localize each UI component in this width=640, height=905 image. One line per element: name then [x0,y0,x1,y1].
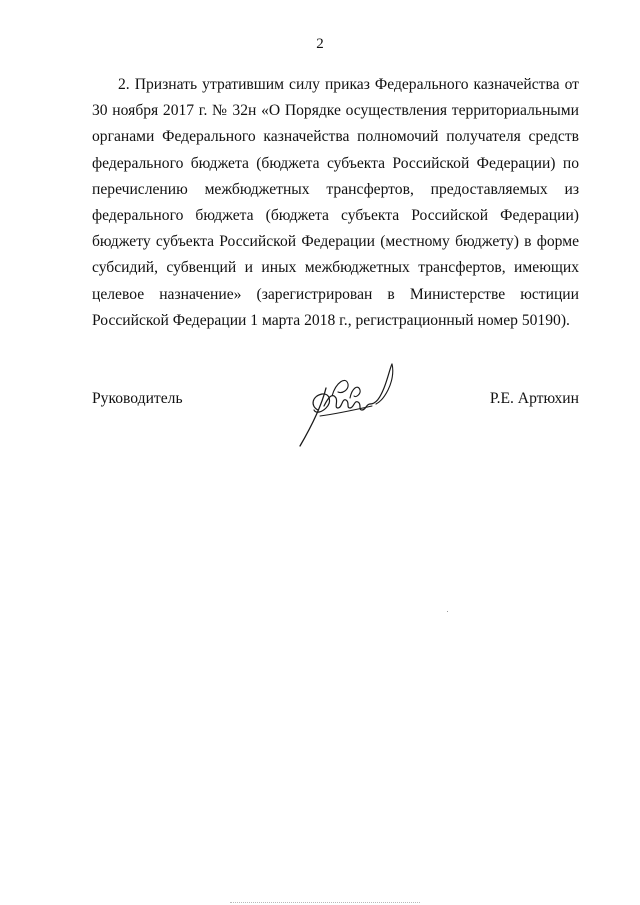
signer-title: Руководитель [92,390,183,407]
page-number: 2 [316,36,324,52]
scan-edge [230,902,420,904]
paragraph-repeal-order: 2. Признать утратившим силу приказ Федерального казначейства от 30 ноября 2017 г. № 32н «О Порядке осуществления территориальными органами Федерального казначейства полномочий получателя средств федерального бюджета (бюджета субъекта Российской Федерации) по перечислению межбюджетных трансфертов, предоставляемых из федерального бюджета (бюджета субъекта Российской Федерации) бюджету субъекта Российской Федерации (местному бюджету) в форме субсидий, субвенций и иных межбюджетных трансфертов, имеющих целевое назначение» (зарегистрирован в Министерстве юстиции Российской Федерации 1 марта 2018 г., регистрационный номер 50190). [92,76,579,329]
handwritten-signature-icon [292,358,408,450]
scan-speck [447,611,448,612]
signer-name: Р.Е. Артюхин [489,390,579,407]
